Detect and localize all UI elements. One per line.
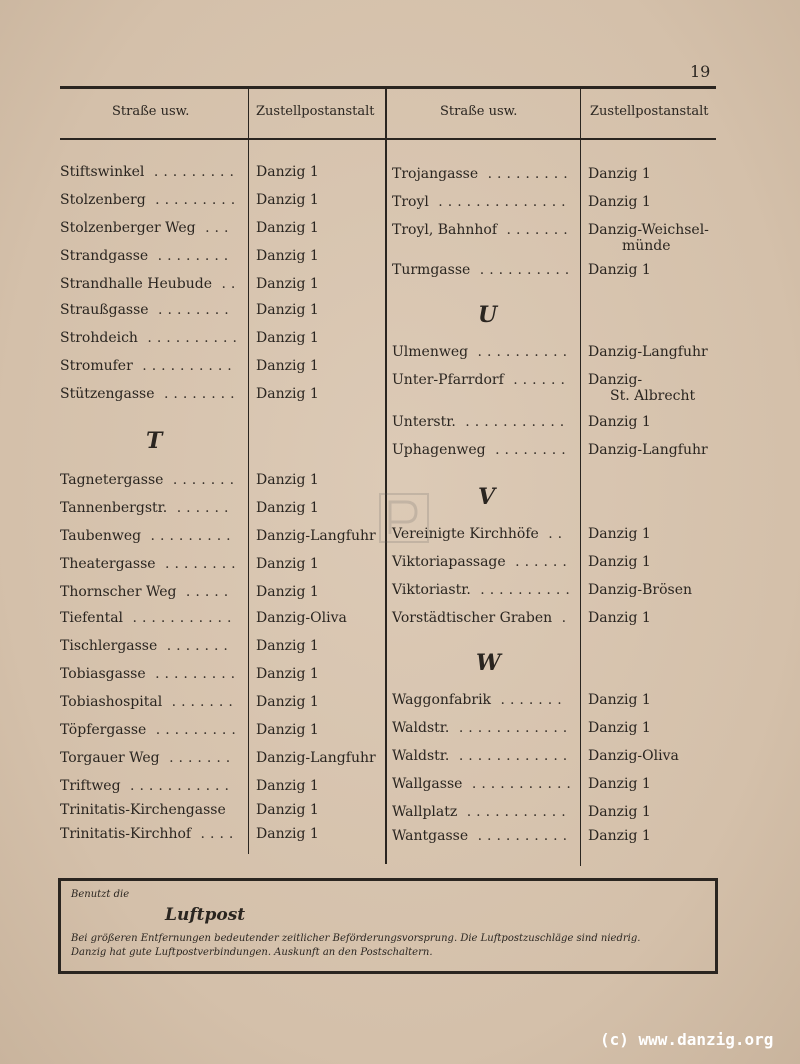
street-name: Tannenbergstr. ...... (60, 500, 234, 516)
post-office: Danzig 1 (588, 720, 651, 736)
header-office-2: Zustellpostanstalt (590, 104, 709, 119)
leader-dots: ....... (157, 638, 233, 654)
street-name: Töpfergasse ......... (60, 722, 241, 738)
post-office: Danzig 1 (256, 330, 319, 346)
post-office: Danzig 1 (256, 826, 319, 842)
post-office: Danzig-Langfuhr (588, 344, 708, 360)
street-name: Vorstädtischer Graben . (392, 610, 572, 626)
leader-dots: .............. (428, 194, 571, 210)
street-name: Unter-Pfarrdorf ...... (392, 372, 570, 388)
post-office: Danzig 1 (256, 778, 319, 794)
street-name: Turmgasse .......... (392, 262, 575, 278)
leader-dots: ........... (123, 610, 237, 626)
street-name: Stiftswinkel ......... (60, 164, 239, 180)
post-office: Danzig 1 (256, 666, 319, 682)
notice-line-2: Danzig hat gute Luftpostverbindungen. Auskunft an den Postschaltern. (71, 947, 433, 958)
street-name: Trinitatis-Kirchengasse (60, 802, 226, 818)
leader-dots: ......... (145, 666, 241, 682)
leader-dots: ...... (167, 500, 234, 516)
notice-line-1: Bei größeren Entfernungen bedeutender zeitlicher Beförderungsvorsprung. Die Luftpostzuschläge sind niedrig. (71, 933, 641, 944)
post-office: Danzig-Weichsel- (588, 222, 709, 238)
leader-dots: ......... (146, 722, 241, 738)
post-office: Danzig 1 (256, 802, 319, 818)
post-office: Danzig 1 (588, 262, 651, 278)
street-name: Unterstr. ........... (392, 414, 570, 430)
leader-dots: ............ (449, 748, 573, 764)
post-office: Danzig 1 (256, 220, 319, 236)
airmail-notice (58, 878, 718, 974)
leader-dots: ........ (154, 386, 240, 402)
header-office-1: Zustellpostanstalt (256, 104, 375, 119)
street-name: Torgauer Weg ....... (60, 750, 236, 766)
street-name: Trinitatis-Kirchhof .... (60, 826, 239, 842)
post-office: Danzig-Langfuhr (588, 442, 708, 458)
post-office: Danzig 1 (256, 500, 319, 516)
street-name: Thornscher Weg ..... (60, 584, 234, 600)
post-office: Danzig- (588, 372, 643, 388)
leader-dots: ......... (141, 528, 236, 544)
leader-dots: ........ (155, 556, 241, 572)
post-office: Danzig 1 (256, 584, 319, 600)
header-street-2: Straße usw. (440, 104, 518, 119)
street-name: Waggonfabrik ....... (392, 692, 567, 708)
street-name: Vereinigte Kirchhöfe .. (392, 526, 568, 542)
street-name: Viktoriastr. .......... (392, 582, 575, 598)
leader-dots: ....... (163, 472, 240, 488)
leader-dots: . (552, 610, 572, 626)
post-office: Danzig 1 (256, 638, 319, 654)
street-name: Stolzenberger Weg ... (60, 220, 234, 236)
post-office: Danzig-Brösen (588, 582, 693, 598)
leader-dots: .. (538, 526, 568, 542)
post-office: Danzig 1 (588, 414, 651, 430)
leader-dots: .... (191, 826, 239, 842)
leader-dots: ............ (449, 720, 573, 736)
leader-dots: .......... (470, 262, 575, 278)
street-name: Stützengasse ........ (60, 386, 240, 402)
street-name: Waldstr. ............ (392, 748, 573, 764)
post-office-continued: münde (622, 238, 671, 254)
leader-dots: ........ (148, 248, 234, 264)
street-name: Stolzenberg ......... (60, 192, 241, 208)
leader-dots: ........... (455, 414, 570, 430)
street-name: Triftweg ........... (60, 778, 234, 794)
post-office: Danzig-Langfuhr (256, 750, 376, 766)
leader-dots: .. (212, 276, 241, 292)
post-office: Danzig 1 (256, 472, 319, 488)
post-office: Danzig 1 (256, 556, 319, 572)
post-office: Danzig 1 (588, 526, 651, 542)
street-name: Wantgasse .......... (392, 828, 573, 844)
street-name: Waldstr. ............ (392, 720, 573, 736)
notice-title: Luftpost (165, 905, 246, 925)
post-office-continued: St. Albrecht (610, 388, 696, 404)
street-name: Wallplatz ........... (392, 804, 571, 820)
leader-dots: ........... (457, 804, 571, 820)
post-office: Danzig 1 (256, 358, 319, 374)
leader-dots: ....... (159, 750, 236, 766)
table-header-rule (60, 138, 716, 140)
street-name: Strandgasse ........ (60, 248, 234, 264)
leader-dots: ........... (462, 776, 576, 792)
street-name: Strohdeich .......... (60, 330, 242, 346)
post-office: Danzig 1 (256, 694, 319, 710)
leader-dots: ...... (505, 554, 572, 570)
column-divider (580, 88, 581, 148)
leader-dots: ........ (485, 442, 571, 458)
notice-intro: Benutzt die (71, 889, 130, 900)
post-office: Danzig 1 (256, 164, 319, 180)
leader-dots: ........... (120, 778, 234, 794)
section-letter-v: V (478, 484, 496, 510)
post-office: Danzig 1 (588, 610, 651, 626)
leader-dots: .......... (132, 358, 237, 374)
copyright-watermark: (c) www.danzig.org (600, 1030, 774, 1049)
street-name: Ulmenweg .......... (392, 344, 573, 360)
leader-dots: ........ (148, 302, 234, 318)
section-letter-u: U (478, 302, 498, 328)
street-name: Wallgasse ........... (392, 776, 576, 792)
leader-dots: ...... (503, 372, 570, 388)
street-name: Straußgasse ........ (60, 302, 234, 318)
leader-dots: ....... (491, 692, 567, 708)
leader-dots: ......... (478, 166, 573, 182)
column-divider (580, 142, 581, 866)
post-office: Danzig 1 (256, 722, 319, 738)
street-name: Strandhalle Heubude .. (60, 276, 241, 292)
post-office: Danzig 1 (256, 276, 319, 292)
street-name: Tobiasgasse ......... (60, 666, 241, 682)
section-letter-w: W (476, 650, 501, 676)
column-divider-center (385, 88, 387, 864)
street-name: Tobiashospital ....... (60, 694, 238, 710)
leader-dots: ..... (176, 584, 234, 600)
street-name: Uphagenweg ........ (392, 442, 571, 458)
post-office: Danzig 1 (256, 248, 319, 264)
header-street-1: Straße usw. (112, 104, 190, 119)
post-office: Danzig 1 (588, 692, 651, 708)
street-name: Troyl, Bahnhof ....... (392, 222, 573, 238)
page-number: 19 (690, 62, 711, 81)
street-name: Stromufer .......... (60, 358, 237, 374)
post-office: Danzig-Oliva (588, 748, 679, 764)
leader-dots: .......... (468, 828, 573, 844)
post-office: Danzig 1 (588, 804, 651, 820)
leader-dots: ......... (144, 164, 239, 180)
post-office: Danzig 1 (256, 302, 319, 318)
leader-dots: ....... (162, 694, 238, 710)
leader-dots: .......... (470, 582, 575, 598)
post-office: Danzig 1 (256, 386, 319, 402)
leader-dots: ......... (145, 192, 241, 208)
street-name: Tagnetergasse ....... (60, 472, 240, 488)
street-name: Viktoriapassage ...... (392, 554, 572, 570)
street-name: Tischlergasse ....... (60, 638, 233, 654)
column-divider (248, 142, 249, 854)
post-office: Danzig 1 (588, 554, 651, 570)
leader-dots: .......... (468, 344, 573, 360)
street-name: Trojangasse ......... (392, 166, 573, 182)
column-divider (248, 88, 249, 148)
street-name: Theatergasse ........ (60, 556, 241, 572)
post-office: Danzig 1 (256, 192, 319, 208)
leader-dots: ....... (497, 222, 573, 238)
table-top-rule (60, 86, 716, 89)
post-office: Danzig 1 (588, 194, 651, 210)
street-name: Tiefental ........... (60, 610, 237, 626)
street-name: Troyl .............. (392, 194, 571, 210)
leader-dots: .......... (137, 330, 242, 346)
post-office: Danzig 1 (588, 166, 651, 182)
leader-dots: ... (195, 220, 234, 236)
post-office: Danzig 1 (588, 828, 651, 844)
post-office: Danzig-Langfuhr (256, 528, 376, 544)
section-letter-t: T (146, 428, 163, 454)
street-name: Taubenweg ......... (60, 528, 236, 544)
post-office: Danzig 1 (588, 776, 651, 792)
post-office: Danzig-Oliva (256, 610, 347, 626)
